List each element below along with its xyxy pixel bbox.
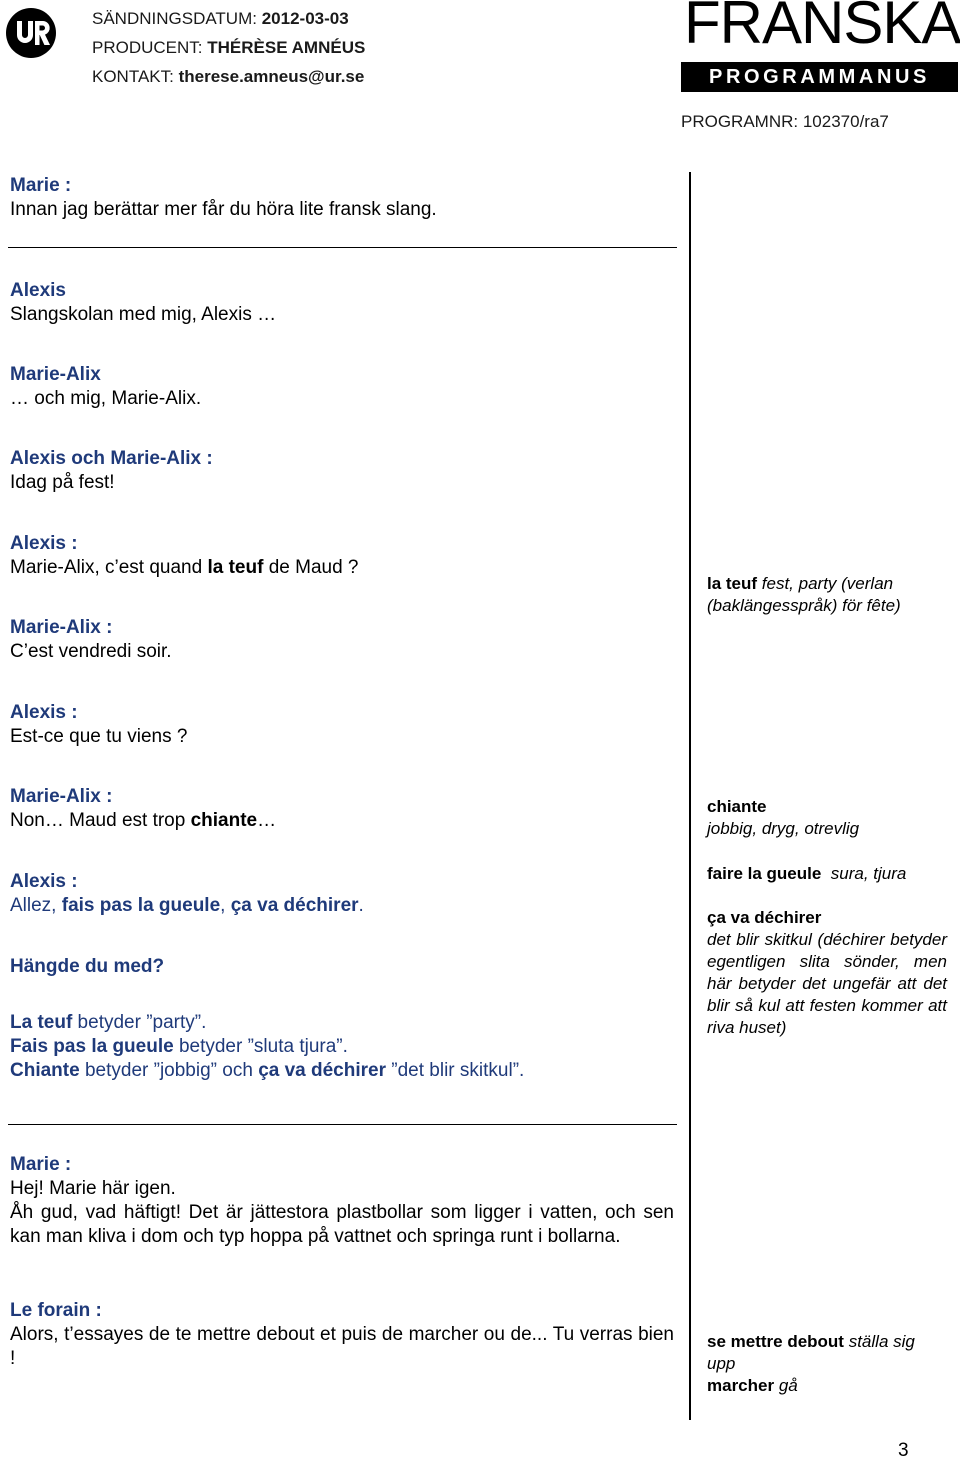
dialogue-block-1 — [10, 174, 437, 222]
dialogue-block-7 — [10, 701, 187, 749]
contact-email[interactable]: therese.amneus@ur.se — [178, 67, 365, 86]
glossary-term: chiante — [707, 797, 767, 816]
dialogue-block-8 — [10, 785, 276, 833]
dialogue-text: Hej! Marie här igen. — [10, 1178, 176, 1199]
dialogue-block-5 — [10, 532, 359, 580]
dialogue-text: Innan jag berättar mer får du höra lite fransk slang. — [10, 199, 437, 220]
dialogue-text: Alors, t’essayes de te mettre debout et puis de marcher ou de... Tu verras bien ! — [10, 1324, 674, 1369]
section-divider — [8, 247, 677, 248]
glossary-term: la teuf — [707, 574, 758, 593]
speaker-name: Alexis : — [10, 702, 78, 723]
glossary-term: se mettre debout — [707, 1332, 844, 1351]
contact: KONTAKT: therese.amneus@ur.se — [92, 67, 365, 86]
dialogue-text: C’est vendredi soir. — [10, 641, 172, 662]
brand-subtitle: PROGRAMMANUS — [681, 62, 958, 92]
dialogue-block-3 — [10, 363, 201, 411]
column-divider — [689, 172, 691, 1420]
dialogue-block-4 — [10, 447, 213, 495]
glossary-term: ça va déchirer — [707, 908, 822, 927]
summary-line: Fais pas la gueule betyder ”sluta tjura”. — [10, 1036, 348, 1057]
dialogue-text: Allez, fais pas la gueule, ça va déchirer. — [10, 895, 364, 916]
glossary-note-se-mettre-debout — [707, 1331, 947, 1375]
dialogue-text: Idag på fest! — [10, 472, 115, 493]
glossary-definition: sura, tjura — [830, 864, 907, 883]
document-metadata — [92, 4, 365, 91]
speaker-name: Marie-Alix : — [10, 617, 113, 638]
speaker-name: Marie : — [10, 1154, 72, 1175]
dialogue-text: Marie-Alix, c’est quand la teuf de Maud ? — [10, 557, 359, 578]
producer: PRODUCENT: THÉRÈSE AMNÉUS — [92, 38, 366, 57]
speaker-name: Marie-Alix — [10, 364, 101, 385]
dialogue-text: Non… Maud est trop chiante… — [10, 810, 277, 831]
dialogue-text: Slangskolan med mig, Alexis … — [10, 304, 277, 325]
slang-term: ça va déchirer — [230, 895, 359, 916]
summary-line: Chiante betyder ”jobbig” och ça va déchirer ”det blir skitkul”. — [10, 1060, 525, 1081]
summary-block — [10, 955, 164, 979]
summary-question: Hängde du med? — [10, 956, 165, 977]
glossary-note-la-teuf — [707, 573, 947, 617]
brand-title: FRANSKA — [684, 0, 960, 56]
dialogue-block-12 — [10, 1299, 674, 1371]
glossary-note-faire-la-gueule — [707, 863, 947, 885]
dialogue-block-9 — [10, 870, 364, 918]
summary-line: La teuf betyder ”party”. — [10, 1012, 207, 1033]
dialogue-text: Åh gud, vad häftigt! Det är jättestora plastbollar som ligger i vatten, och sen kan man kliva i dom och typ hoppa på vattnet och springa runt i bollarna. — [10, 1202, 674, 1247]
glossary-definition: gå — [774, 1376, 798, 1395]
glossary-note-marcher — [707, 1375, 947, 1397]
summary-lines — [10, 1011, 524, 1083]
glossary-definition: fest, party (verlan (baklängesspråk) för fête) — [707, 574, 901, 615]
ur-logo-icon — [6, 8, 56, 58]
glossary-definition: jobbig, dryg, otrevlig — [707, 819, 860, 838]
glossary-term: marcher — [707, 1376, 775, 1395]
glossary-note-chiante — [707, 796, 947, 840]
speaker-name: Alexis och Marie-Alix : — [10, 448, 213, 469]
broadcast-date: SÄNDNINGSDATUM: 2012-03-03 — [92, 9, 349, 28]
dialogue-text: Est-ce que tu viens ? — [10, 726, 188, 747]
speaker-name: Alexis : — [10, 533, 78, 554]
speaker-name: Marie : — [10, 175, 72, 196]
dialogue-block-6 — [10, 616, 172, 664]
page-number: 3 — [898, 1440, 909, 1461]
section-divider — [8, 1124, 677, 1125]
speaker-name: Alexis — [10, 280, 66, 301]
slang-term: chiante — [190, 810, 258, 831]
glossary-definition: det blir skitkul (déchirer betyder egentligen slita sönder, men här betyder det ungefär att det blir så kul att festen kommer att riva huset) — [707, 930, 947, 1037]
glossary-definition: ställa sig upp — [707, 1332, 915, 1373]
slang-term: la teuf — [207, 557, 264, 578]
speaker-name: Le forain : — [10, 1300, 102, 1321]
dialogue-block-11 — [10, 1153, 674, 1249]
slang-term: fais pas la gueule — [61, 895, 221, 916]
dialogue-block-2 — [10, 279, 276, 327]
dialogue-text: … och mig, Marie-Alix. — [10, 388, 202, 409]
speaker-name: Alexis : — [10, 871, 78, 892]
speaker-name: Marie-Alix : — [10, 786, 113, 807]
glossary-note-ca-va-dechirer — [707, 907, 947, 1039]
program-number: PROGRAMNR: 102370/ra7 — [681, 112, 889, 131]
glossary-term: faire la gueule — [707, 864, 822, 883]
